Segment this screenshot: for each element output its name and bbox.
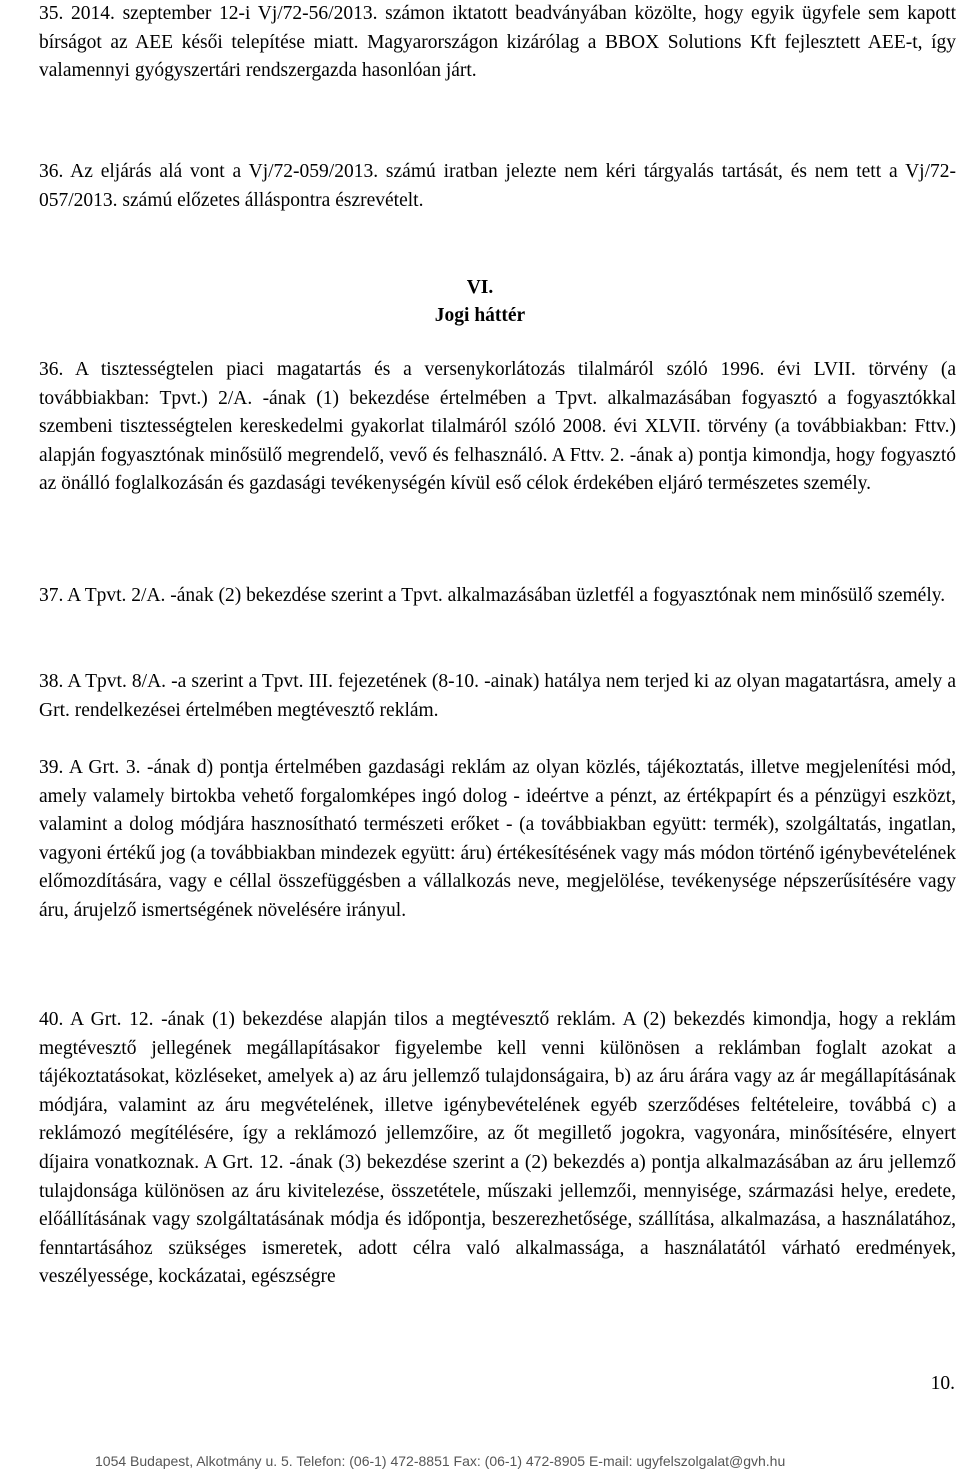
paragraph-38: 38. A Tpvt. 8/A. -a szerint a Tpvt. III. fejezetének (8-10. -ainak) hatálya nem terjed ki az olyan magatartásra, amely a Grt. rendelkezései értelmében megtévesztő reklám. [39,671,956,721]
paragraph-40-lead: 40. A Grt. 12. [39,1009,154,1030]
paragraph-35: 35. 2014. szeptember 12-i Vj/72-56/2013. számon iktatott beadványában közölte, hogy egyik ügyfele sem kapott bírságot az AEE késői telepítése miatt. Magyarországon kizárólag a BBOX Solutions Kft fejlesztett AEE-t, így valamennyi gyógyszertári rendszergazda hasonlóan járt. [39,3,956,82]
paragraph-37: 37. A Tpvt. 2/A. -ának (2) bekezdése szerint a Tpvt. alkalmazásában üzletfél a fogyasztónak nem minősülő személy. [39,585,946,606]
section-title: Jogi háttér [434,305,526,326]
page-number: 10. [930,1373,955,1394]
footer-contact: 1054 Budapest, Alkotmány u. 5. Telefon: (06-1) 472-8851 Fax: (06-1) 472-8905 E-mail: ugyfelszolgalat@gvh.hu [95,1453,786,1469]
paragraph-36-procedure: 36. Az eljárás alá vont a Vj/72-059/2013. számú iratban jelezte nem kéri tárgyalás tartását, és nem tett a Vj/72-057/2013. számú előzetes álláspontra észrevételt. [39,161,956,211]
paragraph-40-body: -ának (1) bekezdése alapján tilos a megtévesztő reklám. A (2) bekezdés kimondja, hogy a reklám megtévesztő jellegének megállapításakor figyelembe kell venni különösen a reklámban foglalt azokat a tájékoztatásokat, közléseket, amelyek a) az áru jellemző tulajdonságaira, b) az áru árára vagy az ár megállapításának módjára, valamint az áru megvételének, illetve igénybevételének egyéb szerződéses feltételeire, továbbá c) a reklámozó megítélésére, így a reklámozó jellemzőire, az őt megillető jogokra, vagyonára, minősítésére, elnyert díjaira vonatkoznak. A Grt. 12. -ának (3) bekezdése szerint a (2) bekezdés a) pontja alkalmazásában az áru jellemző tulajdonsága különösen az áru kivitelezése, összetétele, műszaki jellemzői, mennyisége, származási helye, eredete, előállításának vagy szolgáltatásának módja és időpontja, beszerezhetősége, szállítása, alkalmazása, a használatához, fenntartásához szükséges ismeretek, adott célra való alkalmassága, a használatától várható eredmények, veszélyessége, kockázatai, egészségre [39,1009,956,1288]
paragraph-36-legal: 36. A tisztességtelen piaci magatartás és a versenykorlátozás tilalmáról szóló 1996. évi LVII. törvény (a továbbiakban: Tpvt.) 2/A. -ának (1) bekezdése értelmében a Tpvt. alkalmazásában fogyasztó a fogyasztókkal szembeni tisztességtelen kereskedelmi gyakorlat tilalmáról szóló 2008. évi XLVII. törvény (a továbbiakban: Fttv.) alapján fogyasztónak minősülő megrendelő, vevő és felhasználó. A Fttv. 2. -ának a) pontja kimondja, hogy fogyasztó az önálló foglalkozásán és gazdasági tevékenységén kívül eső célok érdekében eljáró természetes személy. [39,359,956,495]
paragraph-40 [39,1006,956,1292]
section-number: VI. [466,277,494,298]
paragraph-39: 39. A Grt. 3. -ának d) pontja értelmében gazdasági reklám az olyan közlés, tájékoztatás, illetve megjelenítési mód, amely valamely birtokba vehető forgalomképes ingó dolog - ideértve a pénzt, az értékpapírt és a pénzügyi eszközt, valamint a dolog módjára hasznosítható természeti erőket - (a továbbiakban együtt: termék), szolgáltatás, ingatlan, vagyoni értékű jog (a továbbiakban mindezek együtt: áru) értékesítésének vagy más módon történő igénybevételének előmozdítására, vagy e céllal összefüggésben a vállalkozás neve, megjelölése, tevékenysége népszerűsítésére vagy áru, árujelző ismertségének növelésére irányul. [39,757,956,921]
